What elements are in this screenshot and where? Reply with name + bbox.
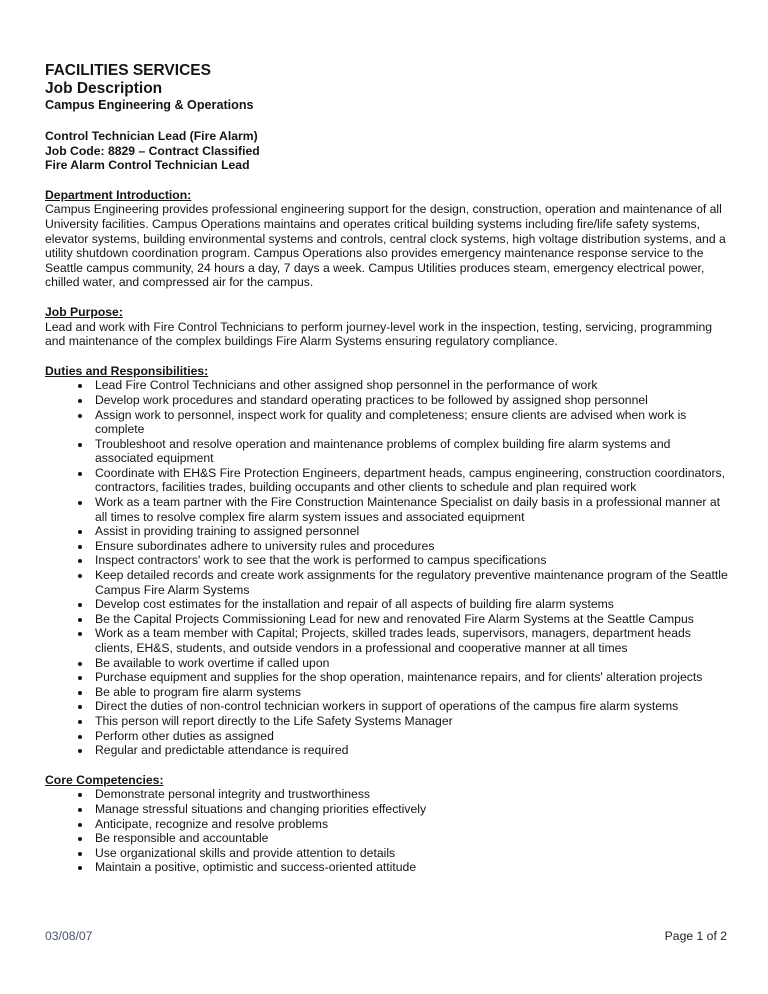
footer-date: 03/08/07 — [45, 929, 93, 943]
bullet-item: • Purchase equipment and supplies for the shop operation, maintenance repairs, and for clients' alteration projects — [92, 670, 728, 685]
section-heading-core-competencies: Core Competencies: — [45, 772, 164, 787]
bullet-item: • Use organizational skills and provide attention to details — [92, 846, 728, 861]
bullet-item: • Be responsible and accountable — [92, 831, 728, 846]
section-duties-responsibilities — [45, 364, 728, 758]
bullet-item: • Work as a team partner with the Fire Construction Maintenance Specialist on daily basis in a professional manner at all times to resolve complex fire alarm system issues and associated equipment — [92, 495, 728, 524]
bullet-item: • Assist in providing training to assigned personnel — [92, 524, 728, 539]
section-job-purpose — [45, 305, 728, 349]
section-heading-department-introduction: Department Introduction: — [45, 187, 192, 202]
duties-list — [45, 378, 728, 757]
department-line: Campus Engineering & Operations — [45, 98, 254, 112]
bullet-item: • Be the Capital Projects Commissioning Lead for new and renovated Fire Alarm Systems at the Seattle Campus — [92, 612, 728, 627]
job-identity-block — [45, 129, 728, 173]
bullet-item: • Perform other duties as assigned — [92, 729, 728, 744]
bullet-item: • Troubleshoot and resolve operation and maintenance problems of complex building fire alarm systems and associated equipment — [92, 437, 728, 466]
bullet-item: • Inspect contractors' work to see that the work is performed to campus specifications — [92, 553, 728, 568]
bullet-item: • Be available to work overtime if called upon — [92, 656, 728, 671]
footer-page-label: Page 1 of 2 — [664, 929, 727, 943]
bullet-item: • Ensure subordinates adhere to university rules and procedures — [92, 539, 728, 554]
bullet-item: • Assign work to personnel, inspect work for quality and completeness; ensure clients are advised when work is complete — [92, 408, 728, 437]
section-heading-job-purpose: Job Purpose: — [45, 304, 123, 319]
section-department-introduction — [45, 188, 728, 290]
doc-type-title: Job Description — [45, 80, 163, 97]
job-code-line: Job Code: 8829 – Contract Classified — [45, 143, 260, 158]
job-working-title: Fire Alarm Control Technician Lead — [45, 158, 250, 173]
department-introduction-paragraph: Campus Engineering provides professional engineering support for the design, construction, operation and maintenance of all University facilities. Campus Operations maintains and operates critical building systems including fire/life safety systems, elevator systems, building environmental systems and controls, central clock systems, high voltage distribution systems, and a utility shutdown coordination program. Campus Operations also provides emergency maintenance response service to the Seattle campus community, 24 hours a day, 7 days a week. Campus Utilities produces steam, emergency electrical power, chilled water, and compressed air for the campus. — [45, 202, 726, 290]
bullet-item: • Develop cost estimates for the installation and repair of all aspects of building fire alarm systems — [92, 597, 728, 612]
section-core-competencies — [45, 773, 728, 875]
page-footer — [45, 929, 727, 944]
bullet-item: • Manage stressful situations and changing priorities effectively — [92, 802, 728, 817]
bullet-item: • Maintain a positive, optimistic and success-oriented attitude — [92, 860, 728, 875]
org-title: FACILITIES SERVICES — [45, 62, 211, 79]
document-header — [45, 62, 728, 113]
core-competencies-list — [45, 787, 728, 875]
bullet-item: • Direct the duties of non-control technician workers in support of operations of the campus fire alarm systems — [92, 699, 728, 714]
bullet-item: • Be able to program fire alarm systems — [92, 685, 728, 700]
job-purpose-paragraph: Lead and work with Fire Control Technicians to perform journey-level work in the inspection, testing, servicing, programming and maintenance of the complex buildings Fire Alarm Systems ensuring regulatory compliance. — [45, 319, 713, 349]
bullet-item: • Coordinate with EH&S Fire Protection Engineers, department heads, campus engineering, construction coordinators, contractors, facilities trades, building occupants and other clients to schedule and plan required work — [92, 466, 728, 495]
bullet-item: • Work as a team member with Capital; Projects, skilled trades leads, supervisors, managers, department heads clients, EH&S, students, and outside vendors in a professional and cooperative manner at all times — [92, 626, 728, 655]
bullet-item: • Keep detailed records and create work assignments for the regulatory preventive maintenance program of the Seattle Campus Fire Alarm Systems — [92, 568, 728, 597]
section-heading-duties-responsibilities: Duties and Responsibilities: — [45, 363, 209, 378]
bullet-item: • This person will report directly to the Life Safety Systems Manager — [92, 714, 728, 729]
bullet-item: • Demonstrate personal integrity and trustworthiness — [92, 787, 728, 802]
bullet-item: • Develop work procedures and standard operating practices to be followed by assigned shop personnel — [92, 393, 728, 408]
bullet-item: • Lead Fire Control Technicians and other assigned shop personnel in the performance of work — [92, 378, 728, 393]
bullet-item: • Regular and predictable attendance is required — [92, 743, 728, 758]
bullet-item: • Anticipate, recognize and resolve problems — [92, 817, 728, 832]
job-title: Control Technician Lead (Fire Alarm) — [45, 129, 258, 143]
